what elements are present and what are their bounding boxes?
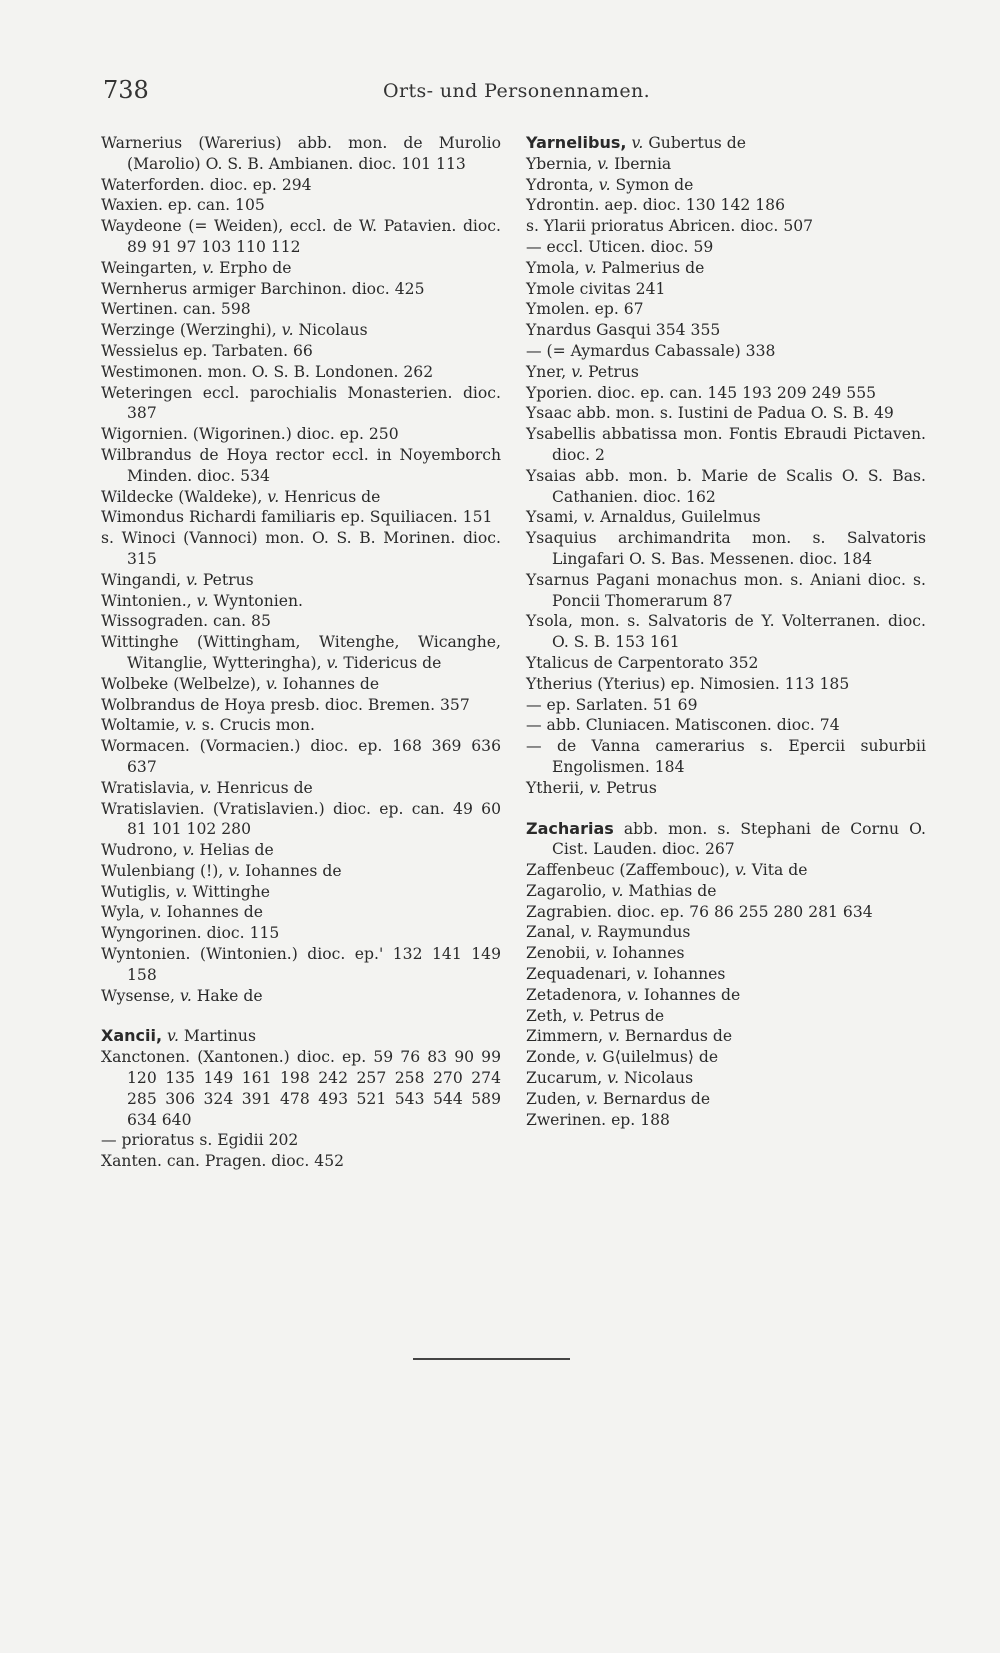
entry-text: Zenobii,: [526, 944, 596, 963]
index-entry: [101, 840, 501, 861]
index-entry: Waxien. ep. can. 105: [101, 196, 265, 215]
index-entry: Ymolen. ep. 67: [526, 300, 644, 319]
entry-text: Werzinge (Werzinghi),: [101, 321, 282, 340]
index-entry: Zwerinen. ep. 188: [526, 1110, 670, 1129]
entry-text: Ydronta,: [526, 175, 599, 194]
entry-text: Zanal,: [526, 923, 581, 942]
entry-text: Symon de: [610, 175, 694, 194]
entry-text: Ibernia: [609, 154, 672, 173]
see-also-abbrev: v.: [636, 965, 649, 984]
index-entry: [101, 1026, 501, 1047]
index-entry: [526, 1089, 926, 1110]
running-head: Orts- und Personennamen.: [383, 80, 651, 102]
see-also-abbrev: v.: [626, 985, 639, 1004]
page-number: 738: [103, 76, 149, 104]
entry-text: Palmerius de: [596, 258, 705, 277]
see-also-abbrev: v.: [595, 944, 608, 963]
right-column: [526, 133, 926, 1130]
index-entry: — prioratus s. Egidii 202: [101, 1131, 299, 1150]
entry-text: Petrus de: [584, 1006, 665, 1025]
see-also-abbrev: v.: [179, 986, 192, 1005]
index-entry: Wissograden. can. 85: [101, 612, 271, 631]
see-also-abbrev: v.: [608, 1027, 620, 1046]
index-entry: Ynardus Gasqui 354 355: [526, 321, 721, 340]
entry-text: Ybernia,: [526, 154, 598, 173]
index-entry: [526, 258, 926, 279]
entry-text: Petrus: [583, 362, 639, 381]
index-entry: [526, 133, 926, 154]
index-entry: Wratislavien. (Vratislavien.) dioc. ep. can. 49 60 81 101 102 280: [101, 799, 501, 839]
entry-text: Iohannes de: [161, 903, 263, 922]
index-entry: — de Vanna camerarius s. Epercii suburbii Engolismen. 184: [526, 737, 926, 776]
index-entry: [101, 778, 501, 799]
entry-text: Hake de: [191, 986, 263, 1005]
entry-text: Iohannes de: [240, 861, 342, 880]
index-entry: Zagrabien. dioc. ep. 76 86 255 280 281 634: [526, 902, 873, 921]
see-also-abbrev: v.: [571, 362, 584, 381]
index-entry: [526, 1068, 926, 1089]
entry-text: Zaffenbeuc (Zaffembouc),: [526, 861, 735, 880]
index-entry: [526, 154, 926, 175]
index-entry: — (= Aymardus Cabassale) 338: [526, 341, 776, 360]
index-entry: [101, 986, 501, 1007]
index-entry: Wessielus ep. Tarbaten. 66: [101, 341, 313, 360]
index-entry: [526, 860, 926, 881]
see-also-abbrev: v.: [734, 861, 747, 880]
entry-text: Wratislavia,: [101, 778, 200, 797]
see-also-abbrev: v.: [584, 258, 597, 277]
entry-text: Wutiglis,: [101, 882, 176, 901]
index-entry: — eccl. Uticen. dioc. 59: [526, 237, 714, 256]
see-also-abbrev: v.: [281, 321, 294, 340]
index-entry: [526, 175, 926, 196]
entry-text: Henricus de: [211, 778, 313, 797]
entry-text: Zucarum,: [526, 1069, 608, 1088]
index-entry: Xanten. can. Pragen. dioc. 452: [101, 1152, 345, 1171]
index-entry: Ytalicus de Carpentorato 352: [526, 653, 759, 672]
entry-text: Zimmern,: [526, 1027, 609, 1046]
index-entry: Weteringen eccl. parochialis Monasterien. dioc. 387: [101, 383, 501, 423]
entry-text: Raymundus: [592, 923, 691, 942]
entry-text: Helias de: [194, 841, 274, 860]
index-entry: [526, 507, 926, 528]
entry-text: Wysense,: [101, 986, 180, 1005]
entry-text: Mathias de: [623, 881, 717, 900]
entry-text: Nicolaus: [619, 1069, 694, 1088]
see-also-abbrev: v.: [228, 861, 241, 880]
entry-text: Wittinghe (Wittingham, Witenghe, Wicanghe, Witanglie, Wytteringha),: [101, 633, 501, 672]
index-entry: [101, 715, 501, 736]
index-entry: [526, 1047, 926, 1068]
index-entry: [101, 674, 501, 695]
entry-text: Zonde,: [526, 1048, 586, 1067]
see-also-abbrev: v.: [607, 1069, 620, 1088]
end-rule: [413, 1358, 570, 1360]
index-entry: [101, 861, 501, 882]
index-entry: [526, 964, 926, 985]
index-entry: [526, 362, 926, 383]
see-also-abbrev: v.: [611, 881, 624, 900]
entry-text: Zeth,: [526, 1006, 573, 1025]
entry-text: Wulenbiang (!),: [101, 861, 229, 880]
index-entry: Wyngorinen. dioc. 115: [101, 924, 280, 943]
see-also-abbrev: v.: [167, 1027, 179, 1046]
entry-text: Tidericus de: [338, 653, 442, 672]
index-entry: Wimondus Richardi familiaris ep. Squiliacen. 151: [101, 508, 493, 527]
see-also-abbrev: v.: [583, 508, 596, 527]
see-also-abbrev: v.: [184, 716, 197, 735]
index-entry: [526, 819, 926, 861]
entry-text: Iohannes de: [277, 674, 380, 693]
see-also-abbrev: v.: [265, 674, 278, 693]
entry-text: Ytherii,: [526, 778, 590, 797]
headword: Yarnelibus,: [526, 133, 627, 152]
entry-text: Martinus: [178, 1027, 256, 1046]
index-entry: [526, 985, 926, 1006]
entry-text: Ymola,: [526, 258, 585, 277]
index-entry: — abb. Cluniacen. Matisconen. dioc. 74: [526, 716, 840, 735]
see-also-abbrev: v.: [202, 258, 215, 277]
index-entry: Wernherus armiger Barchinon. dioc. 425: [101, 279, 425, 298]
headword: Zacharias: [526, 818, 614, 838]
index-entry: [101, 258, 501, 279]
see-also-abbrev: v.: [597, 154, 610, 173]
entry-text: Wildecke (Waldeke),: [101, 487, 268, 506]
entry-text: Wingandi,: [101, 570, 186, 589]
index-entry: Ysabellis abbatissa mon. Fontis Ebraudi Pictaven. dioc. 2: [526, 425, 926, 464]
index-entry: Wilbrandus de Hoya rector eccl. in Noyemborch Minden. dioc. 534: [101, 445, 501, 485]
entry-text: Iohannes: [648, 965, 726, 984]
index-entry: [526, 922, 926, 943]
entry-text: Yner,: [526, 362, 572, 381]
index-entry: s. Ylarii prioratus Abricen. dioc. 507: [526, 217, 814, 236]
index-entry: [526, 881, 926, 902]
see-also-abbrev: v.: [196, 591, 209, 610]
entry-text: Zagarolio,: [526, 881, 612, 900]
index-entry: — ep. Sarlaten. 51 69: [526, 695, 698, 714]
see-also-abbrev: v.: [267, 487, 280, 506]
index-entry: Ymole civitas 241: [526, 279, 666, 298]
see-also-abbrev: v.: [580, 923, 593, 942]
index-entry: Ydrontin. aep. dioc. 130 142 186: [526, 196, 786, 215]
entry-text: Iohannes: [607, 944, 685, 963]
index-entry: Wormacen. (Vormacien.) dioc. ep. 168 369 636 637: [101, 737, 501, 776]
index-entry: Ysaac abb. mon. s. Iustini de Padua O. S. B. 49: [526, 404, 894, 423]
index-entry: Ysola, mon. s. Salvatoris de Y. Volterranen. dioc. O. S. B. 153 161: [526, 612, 926, 652]
index-entry: Xanctonen. (Xantonen.) dioc. ep. 59 76 83 90 99 120 135 149 161 198 242 257 258 270 274 285 306 324 391 478 493 521 543 544 589 634 640: [101, 1048, 501, 1129]
entry-text: Wyntonien.: [208, 591, 303, 610]
index-entry: [101, 570, 501, 591]
see-also-abbrev: v.: [326, 653, 339, 672]
entry-text: Henricus de: [279, 487, 381, 506]
entry-text: abb. mon. s. Stephani de Cornu O. Cist. Lauden. dioc. 267: [552, 819, 926, 859]
see-also-abbrev: v.: [586, 1089, 598, 1108]
entry-text: Iohannes de: [638, 985, 741, 1004]
see-also-abbrev: v.: [182, 841, 195, 860]
entry-text: Arnaldus, Guilelmus: [595, 508, 761, 527]
index-entry: Wolbrandus de Hoya presb. dioc. Bremen. 357: [101, 695, 470, 714]
index-entry: Wigornien. (Wigorinen.) dioc. ep. 250: [101, 425, 399, 444]
index-entry: Waterforden. dioc. ep. 294: [101, 175, 312, 194]
see-also-abbrev: v.: [572, 1006, 585, 1025]
entry-text: Gubertus de: [643, 134, 746, 152]
see-also-abbrev: v.: [598, 175, 611, 194]
index-entry: Ysarnus Pagani monachus mon. s. Aniani dioc. s. Poncii Thomerarum 87: [526, 570, 926, 610]
entry-text: Bernardus de: [597, 1089, 711, 1108]
see-also-abbrev: v.: [175, 882, 188, 901]
index-entry: Warnerius (Warerius) abb. mon. de Murolio (Marolio) O. S. B. Ambianen. dioc. 101 113: [101, 134, 501, 173]
index-entry: [101, 902, 501, 923]
see-also-abbrev: v.: [585, 1048, 598, 1067]
see-also-abbrev: v.: [149, 903, 162, 922]
index-entry: [526, 1026, 926, 1047]
index-entry: [101, 487, 501, 508]
entry-text: Erpho de: [214, 258, 292, 277]
see-also-abbrev: v.: [186, 570, 198, 589]
headword: Xancii,: [101, 1026, 163, 1046]
entry-text: Wyla,: [101, 903, 150, 922]
index-entry: [526, 778, 926, 799]
index-entry: Waydeone (= Weiden), eccl. de W. Patavien. dioc. 89 91 97 103 110 112: [101, 217, 501, 256]
entry-text: Zetadenora,: [526, 985, 627, 1004]
entry-text: Zequadenari,: [526, 965, 637, 984]
see-also-abbrev: v.: [631, 134, 644, 152]
entry-text: Wudrono,: [101, 841, 183, 860]
see-also-abbrev: v.: [589, 778, 602, 797]
entry-text: Wintonien.,: [101, 591, 197, 610]
index-entry: Ytherius (Yterius) ep. Nimosien. 113 185: [526, 674, 850, 693]
index-entry: [101, 882, 501, 903]
entry-text: Bernardus de: [619, 1027, 733, 1046]
entry-text: Ysami,: [526, 508, 584, 527]
entry-text: Woltamie,: [101, 716, 185, 735]
index-entry: [101, 632, 501, 674]
index-entry: [101, 320, 501, 341]
entry-text: Vita de: [746, 861, 808, 880]
entry-text: Wittinghe: [187, 882, 271, 901]
index-entry: Yporien. dioc. ep. can. 145 193 209 249 555: [526, 383, 877, 402]
entry-text: G⟨uilelmus⟩ de: [597, 1048, 719, 1067]
see-also-abbrev: v.: [199, 778, 212, 797]
index-entry: Ysaias abb. mon. b. Marie de Scalis O. S. Bas. Cathanien. dioc. 162: [526, 466, 926, 506]
index-entry: [526, 943, 926, 964]
entry-text: Petrus: [601, 778, 657, 797]
index-entry: s. Winoci (Vannoci) mon. O. S. B. Morinen. dioc. 315: [101, 529, 501, 568]
index-entry: Ysaquius archimandrita mon. s. Salvatoris Lingafari O. S. Bas. Messenen. dioc. 184: [526, 529, 926, 568]
index-entry: Wertinen. can. 598: [101, 300, 251, 319]
index-entry: Westimonen. mon. O. S. B. Londonen. 262: [101, 362, 434, 381]
left-column: [101, 133, 501, 1172]
entry-text: Wolbeke (Welbelze),: [101, 674, 266, 693]
entry-text: s. Crucis mon.: [196, 716, 315, 735]
entry-text: Nicolaus: [293, 321, 368, 340]
index-entry: [101, 591, 501, 612]
entry-text: Zuden,: [526, 1089, 587, 1108]
index-entry: Wyntonien. (Wintonien.) dioc. ep.' 132 141 149 158: [101, 945, 501, 984]
entry-text: Weingarten,: [101, 258, 203, 277]
index-entry: [526, 1006, 926, 1027]
entry-text: Petrus: [197, 570, 254, 589]
